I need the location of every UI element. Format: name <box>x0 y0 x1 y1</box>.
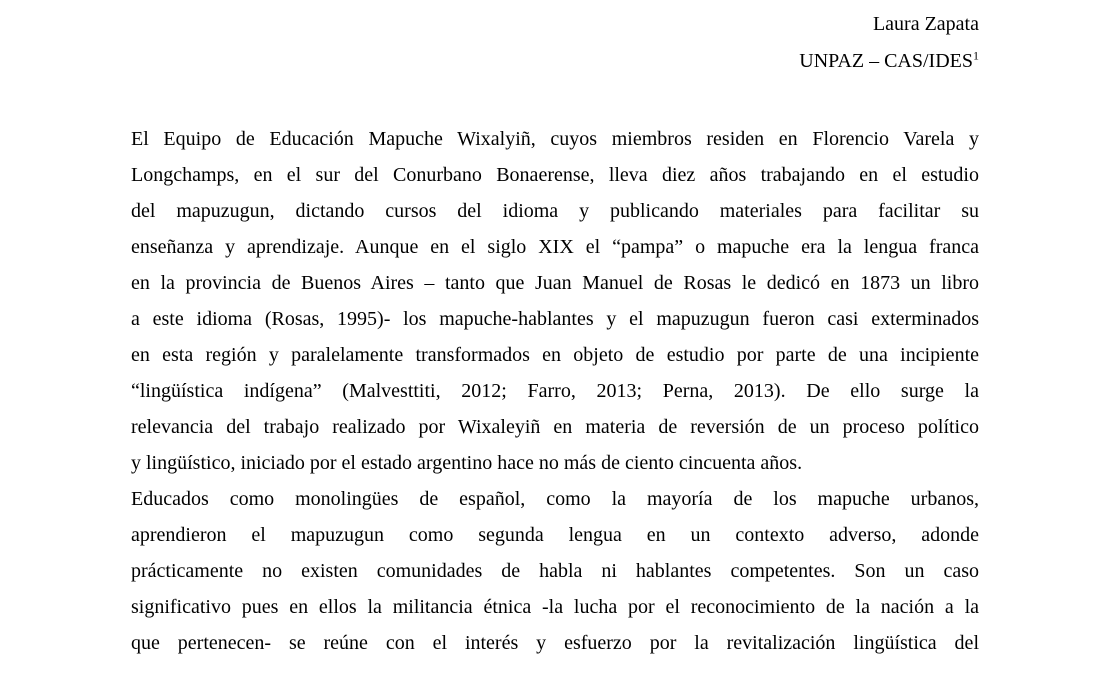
text-line: que pertenecen- se reúne con el interés y esfuerzo por la revitalización lingüística del <box>131 632 979 654</box>
text-line: significativo pues en ellos la militancia étnica -la lucha por el reconocimiento de la nación a la <box>131 596 979 618</box>
text-line: en esta región y paralelamente transformados en objeto de estudio por parte de una incipiente <box>131 344 979 366</box>
text-line: aprendieron el mapuzugun como segunda lengua en un contexto adverso, adonde <box>131 524 979 546</box>
text-line: prácticamente no existen comunidades de habla ni hablantes competentes. Son un caso <box>131 560 979 582</box>
text-line: “lingüística indígena” (Malvesttiti, 2012; Farro, 2013; Perna, 2013). De ello surge la <box>131 380 979 402</box>
author-affiliation-line <box>799 43 979 80</box>
text-line: en la provincia de Buenos Aires – tanto que Juan Manuel de Rosas le dedicó en 1873 un libro <box>131 272 979 294</box>
text-line: El Equipo de Educación Mapuche Wixalyiñ, cuyos miembros residen en Florencio Varela y <box>131 128 979 150</box>
text-line: Longchamps, en el sur del Conurbano Bonaerense, lleva diez años trabajando en el estudio <box>131 164 979 186</box>
text-line: Educados como monolingües de español, como la mayoría de los mapuche urbanos, <box>131 488 979 510</box>
text-line: y lingüístico, iniciado por el estado argentino hace no más de ciento cincuenta años. <box>131 452 803 474</box>
author-header <box>799 6 979 80</box>
author-affiliation: UNPAZ – CAS/IDES <box>799 50 973 72</box>
text-line: enseñanza y aprendizaje. Aunque en el siglo XIX el “pampa” o mapuche era la lengua franca <box>131 236 979 258</box>
text-line: relevancia del trabajo realizado por Wixaleyiñ en materia de reversión de un proceso político <box>131 416 979 438</box>
paragraph-1 <box>131 121 979 481</box>
document-body <box>131 121 979 661</box>
footnote-marker: 1 <box>973 48 979 63</box>
paragraph-2 <box>131 481 979 661</box>
text-line: a este idioma (Rosas, 1995)- los mapuche-hablantes y el mapuzugun fueron casi exterminados <box>131 308 979 330</box>
author-name: Laura Zapata <box>872 13 979 35</box>
text-line: del mapuzugun, dictando cursos del idioma y publicando materiales para facilitar su <box>131 200 979 222</box>
